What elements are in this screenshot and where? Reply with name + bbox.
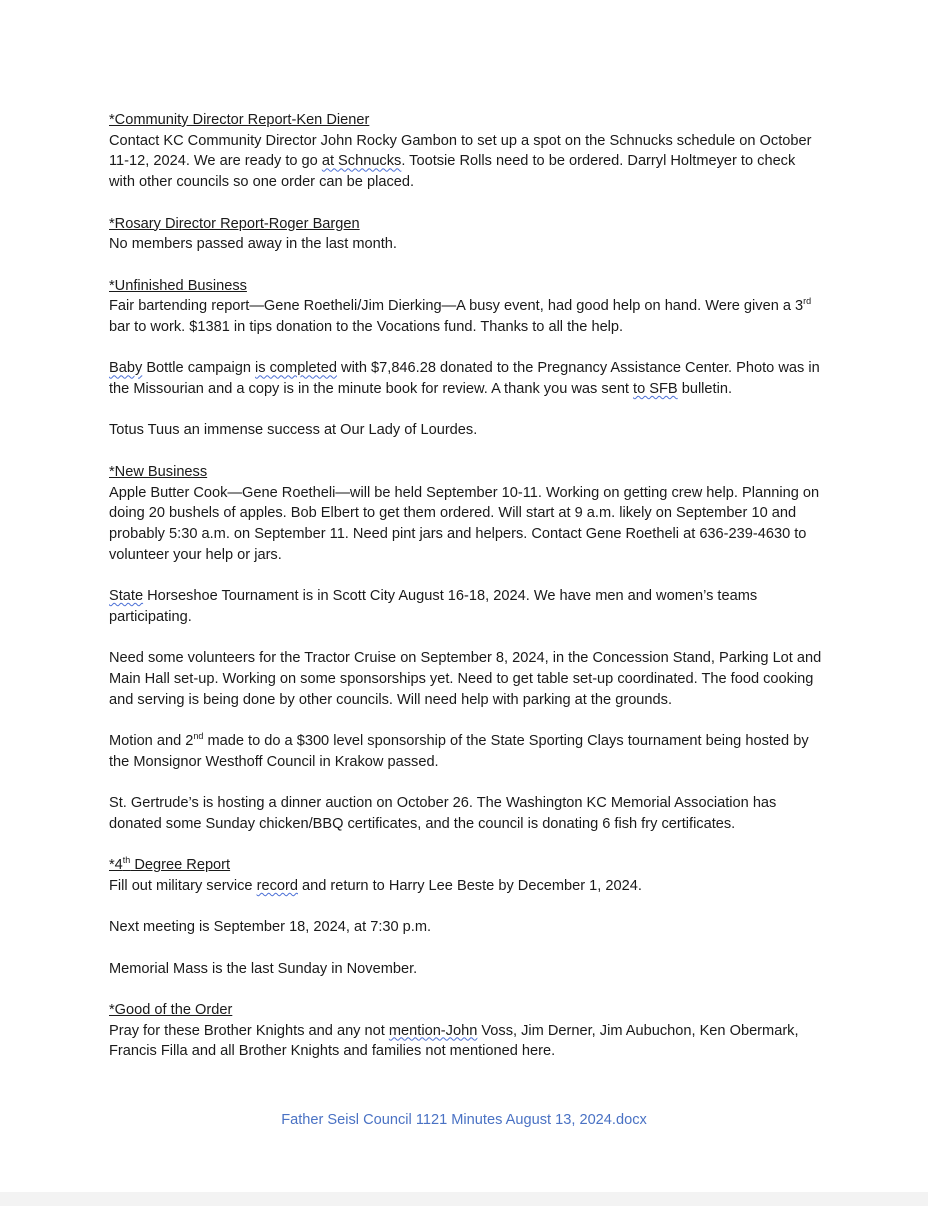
next-meeting-paragraph [109,917,824,938]
baby-text-2: with $7,846.28 donated to the Pregnancy Assistance Center. Photo was in the Missourian and a copy is in the minute book for review. A thank you was sent [109,360,820,398]
fourth-heading-text-1: *4 [109,857,123,874]
memorial-mass-paragraph [109,959,824,980]
horseshoe-paragraph [109,586,824,627]
fourth-degree-heading [109,855,824,876]
document-footer-filename: Father Seisl Council 1121 Minutes August 13, 2024.docx [281,1112,647,1128]
spellcheck-flag-to-sfb[interactable]: to SFB [633,381,678,398]
unfinished-business-section [109,276,824,338]
fourth-heading-superscript: th [122,855,131,866]
spellcheck-flag-mention-john[interactable]: mention-John [388,1022,478,1039]
unfinished-business-heading: *Unfinished Business [109,277,247,294]
community-text-2: . Tootsie Rolls need to be ordered. Darryl Holtmeyer to check with other councils so one order can be placed. [109,153,796,191]
totus-tuus-paragraph [109,420,824,441]
motion-superscript: nd [193,730,204,741]
tractor-text: Need some volunteers for the Tractor Cruise on September 8, 2024, in the Concession Stand, Parking Lot and Main Hall set-up. Working on some sponsorships yet. Need to get table set-up coordinated. The food cooking and serving is being done by other councils. Will need help with parking at the grounds. [109,650,822,708]
community-text-1: Contact KC Community Director John Rocky Gambon to set up a spot on the Schnucks schedule on October 11-12, 2024. We are ready to go [109,132,812,170]
motion-text-1: Motion and 2 [109,732,194,749]
baby-bottle-paragraph [109,358,824,399]
military-text-2: and return to Harry Lee Beste by December 1, 2024. [297,877,642,894]
fair-text-1: Fair bartending report—Gene Roetheli/Jim Dierking—A busy event, had good help on hand. Were given a 3 [109,298,804,315]
fair-text-2: bar to work. $1381 in tips donation to the Vocations fund. Thanks to all the help. [109,319,624,335]
spellcheck-flag-is-completed[interactable]: is completed [255,360,337,377]
spellcheck-flag-record[interactable]: record [256,877,298,894]
motion-paragraph [109,731,824,772]
good-of-order-section [109,1000,824,1062]
good-text-2: Voss, Jim Derner, Jim Aubuchon, Ken Obermark, Francis Filla and all Brother Knights and families not mentioned here. [109,1022,799,1060]
totus-text: Totus Tuus an immense success at Our Lady of Lourdes. [109,422,478,439]
community-director-section [109,110,824,193]
rosary-director-heading: *Rosary Director Report-Roger Bargen [109,215,360,232]
spellcheck-flag-state[interactable]: State [109,588,144,605]
fourth-heading-text-2: Degree Report [130,857,231,874]
baby-text-1: Bottle campaign [142,360,256,377]
spellcheck-flag-baby[interactable]: Baby [109,360,143,377]
motion-text-2: made to do a $300 level sponsorship of the State Sporting Clays tournament being hosted by the Monsignor Westhoff Council in Krakow passed. [109,732,809,770]
tractor-cruise-paragraph [109,648,824,710]
memorial-text: Memorial Mass is the last Sunday in November. [109,960,418,977]
gertrude-paragraph [109,793,824,834]
good-of-order-heading: *Good of the Order [109,1002,233,1019]
community-director-heading: *Community Director Report-Ken Diener [109,112,370,128]
new-business-heading: *New Business [109,463,208,480]
good-text-1: Pray for these Brother Knights and any not [109,1022,389,1039]
baby-text-3: bulletin. [677,381,733,398]
military-text-1: Fill out military service [109,877,257,894]
apple-butter-text: Apple Butter Cook—Gene Roetheli—will be held September 10-11. Working on getting crew help. Planning on doing 20 bushels of apples. Bob Elbert to get them ordered. Will start at 9 a.m. likely on September 10 and probably 5:30 a.m. on September 11. Need pint jars and helpers. Contact Gene Roetheli at 636-239-4630 to volunteer your help or jars. [109,484,820,563]
horseshoe-text: Horseshoe Tournament is in Scott City August 16-18, 2024. We have men and women’s teams participating. [109,588,758,625]
new-business-section [109,462,824,566]
rosary-director-section [109,214,824,255]
fair-superscript: rd [803,296,812,307]
fourth-degree-section [109,855,824,896]
next-meeting-text: Next meeting is September 18, 2024, at 7:30 p.m. [109,919,432,936]
spellcheck-flag-schnucks[interactable]: at Schnucks [321,153,402,170]
rosary-text: No members passed away in the last month. [109,236,397,253]
gertrude-text: St. Gertrude’s is hosting a dinner auction on October 26. The Washington KC Memorial Association has donated some Sunday chicken/BBQ certificates, and the council is donating 6 fish fry certificates. [109,795,777,832]
document-body [109,110,824,1083]
